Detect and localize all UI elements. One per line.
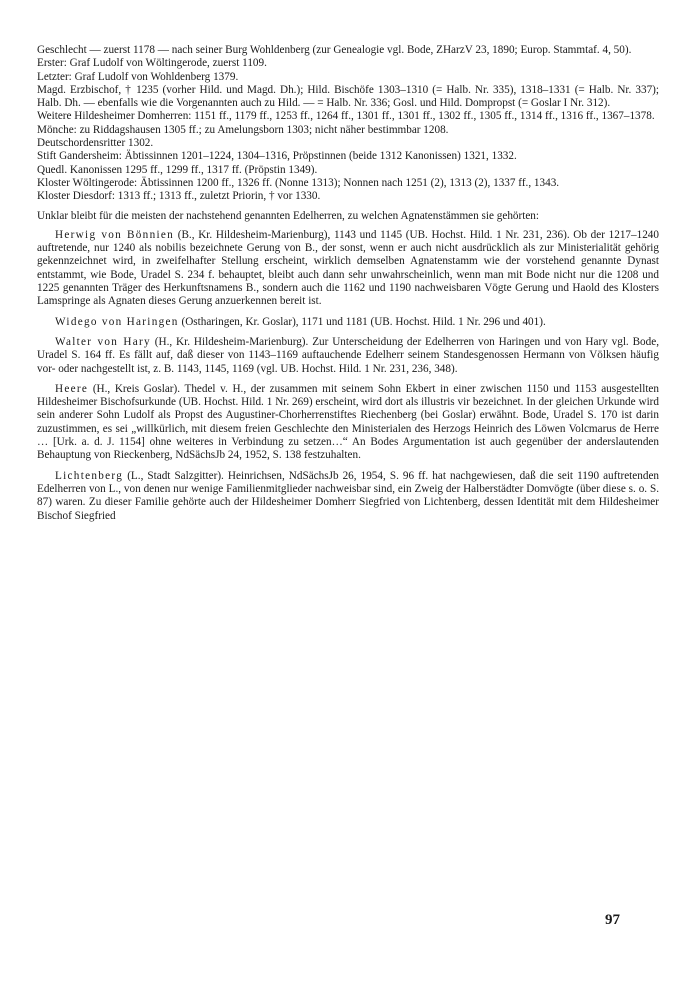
summary-line: Kloster Wöltingerode: Äbtissinnen 1200 ff., 1326 ff. (Nonne 1313); Nonnen nach 1251 (2), 1313 (2), 1337 ff., 1343. [37,176,560,189]
entry-text: (H., Kr. Hildesheim-Marienburg). Zur Unterscheidung der Edelherren von Haringen und von Hary vgl. Bode, Uradel S. 164 ff. Es fällt auf, daß dieser von 1143–1169 auftauchende Edelherr seinem Standesgenossen Hermann von Völksen häufig vor- oder nachgestellt ist, z. B. 1143, 1145, 1169 (vgl. UB. Hochst. Hild. 1 Nr. 231, 236, 348). [37,335,660,375]
summary-line: Kloster Diesdorf: 1313 ff.; 1313 ff., zuletzt Priorin, † vor 1330. [37,190,321,203]
genealogy-summary [37,44,659,204]
summary-line: Magd. Erzbischof, † 1235 (vorher Hild. und Magd. Dh.); Hild. Bischöfe 1303–1310 (= Halb. Nr. 335), 1318–1331 (= Halb. Nr. 337); Halb. Dh. — ebenfalls wie die Vorgenannten auch zu Hild. — = Halb. Nr. 336; Gosl. und Hild. Dompropst (= Goslar I Nr. 312). [37,83,659,110]
summary-line: Quedl. Kanonissen 1295 ff., 1299 ff., 1317 ff. (Pröpstin 1349). [37,163,318,176]
entry-heading: Heere [55,382,89,395]
summary-line: Deutschordensritter 1302. [37,137,154,150]
summary-line: Mönche: zu Riddagshausen 1305 ff.; zu Amelungsborn 1303; nicht näher bestimmbar 1208. [37,123,449,136]
summary-line: Letzter: Graf Ludolf von Wohldenberg 1379. [37,70,239,83]
entry-text: (Ostharingen, Kr. Goslar), 1171 und 1181 (UB. Hochst. Hild. 1 Nr. 296 und 401). [178,315,546,328]
entry-paragraph [37,470,659,523]
summary-line: Erster: Graf Ludolf von Wöltingerode, zuerst 1109. [37,57,267,70]
entry-heading: Widego von Haringen [55,315,179,328]
entry-heading: Walter von Hary [55,335,151,348]
intro-paragraph: Unklar bleibt für die meisten der nachstehend genannten Edelherren, zu welchen Agnatenstämmen sie gehörten: [37,209,540,222]
entry-paragraph [37,316,659,329]
entry-paragraph [37,383,659,463]
entry-paragraph [37,229,659,309]
entry-heading: Herwig von Bönnien [55,228,175,241]
summary-line: Geschlecht — zuerst 1178 — nach seiner Burg Wohldenberg (zur Genealogie vgl. Bode, ZHarzV 23, 1890; Europ. Stammtaf. 4, 50). [37,44,632,56]
entry-paragraph [37,336,659,376]
entry-text: (L., Stadt Salzgitter). Heinrichsen, NdSächsJb 26, 1954, S. 96 ff. hat nachgewiesen, daß die seit 1190 auftretenden Edelherren von L., von denen nur wenige Familienmitglieder nachweisbar sind, ein Zweig der Halberstädter Domvögte (über diese s. o. S. 87) waren. Zu dieser Familie gehörte auch der Hildesheimer Domherr Siegfried von Lichtenberg, dessen Identität mit dem Hildesheimer Bischof Siegfried [37,469,659,522]
entry-heading: Lichtenberg [55,469,124,482]
entry-text: (B., Kr. Hildesheim-Marienburg), 1143 und 1145 (UB. Hochst. Hild. 1 Nr. 231, 236). Ob der 1217–1240 auftretende, nur 1240 als nobilis bezeichnete Gerung von B., der sonst, wenn er auch nicht ausdrücklich als zur Ministerialität gehörig gekennzeichnet wird, in zweifelhafter Stellung erscheint, wirklich demselben Agnatenstamm wie der vorstehend genannte Dynast entstammt, wie Bode, Uradel S. 234 f. behauptet, bleibt auch dann sehr unwahrscheinlich, wenn man mit Bode nicht nur die 1208 und 1225 genannten Träger des Herkunftsnamens B., sondern auch die 1162 und 1190 nachweisbaren Vögte Gerung und Haold des Klosters Lamspringe als Agnaten dieses Gerung anzuerkennen bereit ist. [37,228,659,308]
summary-line: Stift Gandersheim: Äbtissinnen 1201–1224, 1304–1316, Pröpstinnen (beide 1312 Kanonissen) 1321, 1332. [37,150,517,163]
page-number: 97 [605,912,620,928]
entry-text: (H., Kreis Goslar). Thedel v. H., der zusammen mit seinem Sohn Ekbert in einer zwischen 1150 und 1153 ausgestellten Hildesheimer Bischofsurkunde (UB. Hochst. Hild. 1 Nr. 269) erscheint, wird dort als illustris vir bezeichnet. In der gleichen Urkunde wird sein anderer Sohn Ludolf als Propst des Augustiner-Chorherrenstiftes Riechenberg (bei Goslar) erwähnt. Bode, Uradel S. 170 ist darin zuzustimmen, es sei „willkürlich, mit diesem freien Geschlechte den Ministerialen des Herzogs Heinrich des Löwen Volcmarus de Herre … [Urk. a. d. J. 1154] ohne weiteres in Verbindung zu setzen…“ An Bodes Argumentation ist auch gegenüber der anderslautenden Behauptung von Rieckenberg, NdSächsJb 24, 1952, S. 138 festzuhalten. [37,382,659,462]
summary-line: Weitere Hildesheimer Domherren: 1151 ff., 1179 ff., 1253 ff., 1264 ff., 1301 ff., 1301 ff., 1302 ff., 1305 ff., 1314 ff., 1316 ff., 1367–1378. [37,110,655,123]
document-page [37,44,659,530]
